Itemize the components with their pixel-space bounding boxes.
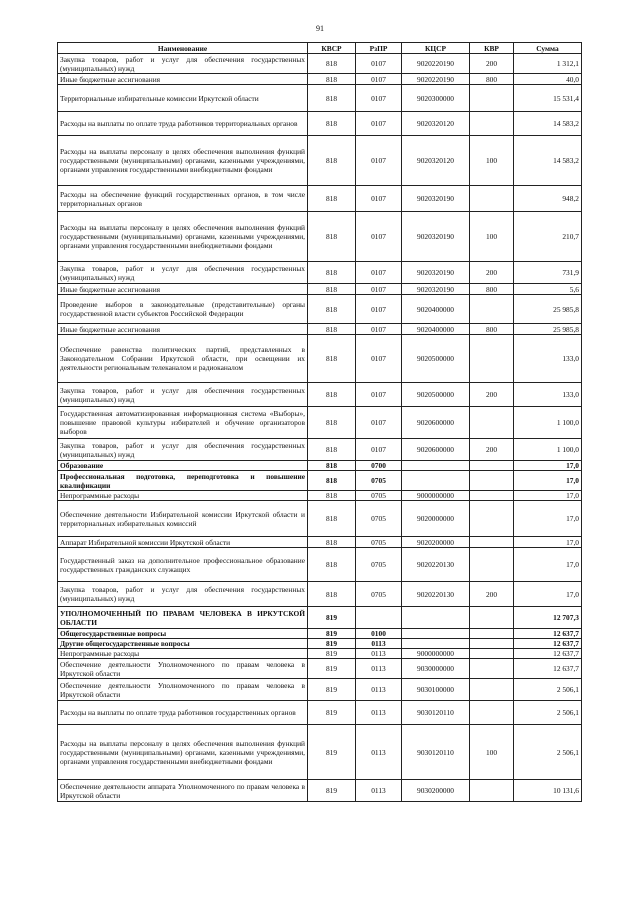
- cell-kvr: [470, 780, 514, 802]
- table-row: [58, 407, 582, 439]
- cell-kcsr: 9020320120: [402, 112, 470, 136]
- cell-rzpr: 0705: [356, 548, 402, 582]
- cell-kvsr: 818: [308, 85, 356, 112]
- cell-kvr: 100: [470, 212, 514, 262]
- cell-sum: 17,0: [514, 491, 582, 501]
- cell-name: Закупка товаров, работ и услуг для обеспечения государственных (муниципальных) нужд: [58, 383, 308, 407]
- cell-rzpr: 0113: [356, 679, 402, 701]
- table-row: [58, 136, 582, 186]
- cell-kvr: 800: [470, 324, 514, 335]
- table-row: [58, 582, 582, 607]
- cell-kvsr: 818: [308, 54, 356, 74]
- cell-kcsr: 9000000000: [402, 491, 470, 501]
- cell-kcsr: 9030100000: [402, 679, 470, 701]
- cell-kvr: [470, 112, 514, 136]
- cell-rzpr: 0113: [356, 701, 402, 725]
- cell-kvr: [470, 501, 514, 537]
- cell-sum: 2 506,1: [514, 725, 582, 780]
- cell-kvsr: 818: [308, 537, 356, 548]
- cell-kcsr: 9020320190: [402, 262, 470, 284]
- cell-kvsr: 819: [308, 659, 356, 679]
- cell-rzpr: 0705: [356, 537, 402, 548]
- cell-kcsr: 9020300000: [402, 85, 470, 112]
- cell-kvr: 200: [470, 383, 514, 407]
- cell-kvr: [470, 407, 514, 439]
- cell-kvr: [470, 537, 514, 548]
- cell-kvsr: 818: [308, 461, 356, 471]
- cell-kcsr: [402, 461, 470, 471]
- cell-rzpr: 0113: [356, 725, 402, 780]
- table-row: [58, 491, 582, 501]
- cell-kvr: 200: [470, 439, 514, 461]
- cell-name: Закупка товаров, работ и услуг для обеспечения государственных (муниципальных) нужд: [58, 54, 308, 74]
- cell-kvsr: 818: [308, 74, 356, 85]
- cell-kvr: [470, 491, 514, 501]
- cell-kvsr: 818: [308, 212, 356, 262]
- cell-kcsr: 9030120110: [402, 701, 470, 725]
- cell-name: Аппарат Избирательной комиссии Иркутской области: [58, 537, 308, 548]
- header-name: Наименование: [58, 43, 308, 54]
- cell-kvsr: 818: [308, 112, 356, 136]
- cell-name: Государственная автоматизированная информационная система «Выборы», повышение правовой культуры избирателей и обучение организаторов выборов: [58, 407, 308, 439]
- cell-kvsr: 818: [308, 295, 356, 324]
- cell-rzpr: 0700: [356, 461, 402, 471]
- cell-sum: 14 583,2: [514, 112, 582, 136]
- cell-sum: 14 583,2: [514, 136, 582, 186]
- cell-kvr: 200: [470, 582, 514, 607]
- table-row: [58, 659, 582, 679]
- cell-sum: 17,0: [514, 471, 582, 491]
- cell-kcsr: 9020400000: [402, 295, 470, 324]
- cell-kvr: [470, 186, 514, 212]
- cell-name: УПОЛНОМОЧЕННЫЙ ПО ПРАВАМ ЧЕЛОВЕКА В ИРКУТСКОЙ ОБЛАСТИ: [58, 607, 308, 629]
- cell-rzpr: 0107: [356, 407, 402, 439]
- cell-sum: 1 100,0: [514, 439, 582, 461]
- header-sum: Сумма: [514, 43, 582, 54]
- cell-kvsr: 818: [308, 501, 356, 537]
- cell-kvr: [470, 471, 514, 491]
- cell-kvsr: 818: [308, 136, 356, 186]
- cell-kvsr: 819: [308, 701, 356, 725]
- cell-kvr: 200: [470, 54, 514, 74]
- cell-kvsr: 819: [308, 629, 356, 639]
- cell-name: Расходы на выплаты персоналу в целях обеспечения выполнения функций государственными (муниципальными) органами, казенными учреждениями, органами управления государственными внебюджетными фондами: [58, 725, 308, 780]
- cell-kvr: [470, 295, 514, 324]
- cell-rzpr: 0107: [356, 262, 402, 284]
- cell-name: Обеспечение деятельности Избирательной комиссии Иркутской области и территориальных избирательных комиссий: [58, 501, 308, 537]
- cell-kcsr: [402, 607, 470, 629]
- cell-kcsr: 9020500000: [402, 383, 470, 407]
- table-row: [58, 186, 582, 212]
- cell-kvsr: 818: [308, 407, 356, 439]
- cell-kcsr: 9020320190: [402, 186, 470, 212]
- cell-sum: 40,0: [514, 74, 582, 85]
- cell-name: Профессиональная подготовка, переподготовка и повышение квалификации: [58, 471, 308, 491]
- cell-sum: 12 637,7: [514, 639, 582, 649]
- cell-rzpr: 0113: [356, 659, 402, 679]
- table-row: [58, 335, 582, 383]
- cell-kvr: 800: [470, 74, 514, 85]
- cell-rzpr: 0113: [356, 649, 402, 659]
- cell-sum: 17,0: [514, 501, 582, 537]
- cell-sum: 948,2: [514, 186, 582, 212]
- cell-kvr: [470, 639, 514, 649]
- cell-name: Непрограммные расходы: [58, 649, 308, 659]
- table-row: [58, 537, 582, 548]
- cell-kcsr: 9020400000: [402, 324, 470, 335]
- cell-sum: 2 506,1: [514, 679, 582, 701]
- cell-rzpr: 0107: [356, 295, 402, 324]
- cell-rzpr: 0705: [356, 582, 402, 607]
- cell-kvsr: 819: [308, 725, 356, 780]
- cell-kcsr: 9020500000: [402, 335, 470, 383]
- cell-sum: 2 506,1: [514, 701, 582, 725]
- cell-kvr: [470, 659, 514, 679]
- table-row: [58, 439, 582, 461]
- cell-kcsr: 9030000000: [402, 659, 470, 679]
- cell-rzpr: 0107: [356, 284, 402, 295]
- table-row: [58, 74, 582, 85]
- cell-rzpr: 0705: [356, 501, 402, 537]
- table-row: [58, 262, 582, 284]
- cell-rzpr: 0107: [356, 54, 402, 74]
- cell-kvsr: 818: [308, 186, 356, 212]
- cell-name: Иные бюджетные ассигнования: [58, 74, 308, 85]
- table-row: [58, 501, 582, 537]
- cell-kvsr: 819: [308, 607, 356, 629]
- cell-kvr: [470, 548, 514, 582]
- budget-table: [57, 42, 582, 802]
- cell-rzpr: [356, 607, 402, 629]
- cell-name: Государственный заказ на дополнительное профессиональное образование государственных гражданских служащих: [58, 548, 308, 582]
- table-row: [58, 295, 582, 324]
- cell-kcsr: 9020220130: [402, 582, 470, 607]
- cell-kcsr: 9020320190: [402, 212, 470, 262]
- cell-rzpr: 0107: [356, 324, 402, 335]
- table-row: [58, 607, 582, 629]
- table-row: [58, 324, 582, 335]
- cell-name: Территориальные избирательные комиссии Иркутской области: [58, 85, 308, 112]
- cell-sum: 15 531,4: [514, 85, 582, 112]
- cell-name: Иные бюджетные ассигнования: [58, 284, 308, 295]
- cell-kvsr: 819: [308, 649, 356, 659]
- table-row: [58, 629, 582, 639]
- cell-name: Образование: [58, 461, 308, 471]
- cell-rzpr: 0113: [356, 639, 402, 649]
- cell-rzpr: 0107: [356, 85, 402, 112]
- table-header-row: [58, 43, 582, 54]
- cell-name: Общегосударственные вопросы: [58, 629, 308, 639]
- cell-sum: 10 131,6: [514, 780, 582, 802]
- cell-name: Расходы на выплаты персоналу в целях обеспечения выполнения функций государственными (муниципальными) органами, казенными учреждениями, органами управления государственными внебюджетными фондами: [58, 212, 308, 262]
- page-number: 91: [316, 24, 324, 33]
- cell-name: Закупка товаров, работ и услуг для обеспечения государственных (муниципальных) нужд: [58, 582, 308, 607]
- cell-kvsr: 818: [308, 284, 356, 295]
- cell-sum: 12 637,7: [514, 659, 582, 679]
- cell-sum: 12 637,7: [514, 649, 582, 659]
- cell-kcsr: 9020320190: [402, 284, 470, 295]
- table-row: [58, 471, 582, 491]
- table-row: [58, 548, 582, 582]
- cell-sum: 17,0: [514, 537, 582, 548]
- cell-name: Обеспечение деятельности Уполномоченного по правам человека в Иркутской области: [58, 659, 308, 679]
- cell-sum: 133,0: [514, 335, 582, 383]
- table-row: [58, 639, 582, 649]
- table-row: [58, 112, 582, 136]
- cell-name: Закупка товаров, работ и услуг для обеспечения государственных (муниципальных) нужд: [58, 439, 308, 461]
- cell-rzpr: 0107: [356, 186, 402, 212]
- table-row: [58, 679, 582, 701]
- header-kvsr: КВСР: [308, 43, 356, 54]
- cell-name: Расходы на выплаты по оплате труда работников государственных органов: [58, 701, 308, 725]
- cell-rzpr: 0107: [356, 112, 402, 136]
- cell-name: Расходы на обеспечение функций государственных органов, в том числе территориальных органов: [58, 186, 308, 212]
- cell-kvsr: 819: [308, 639, 356, 649]
- cell-rzpr: 0705: [356, 471, 402, 491]
- cell-kcsr: [402, 639, 470, 649]
- cell-rzpr: 0107: [356, 212, 402, 262]
- cell-kcsr: 9000000000: [402, 649, 470, 659]
- cell-kvsr: 818: [308, 582, 356, 607]
- cell-kcsr: [402, 629, 470, 639]
- header-kvr: КВР: [470, 43, 514, 54]
- cell-kvr: [470, 607, 514, 629]
- cell-sum: 25 985,8: [514, 324, 582, 335]
- cell-name: Проведение выборов в законодательные (представительные) органы государственной власти субъектов Российской Федерации: [58, 295, 308, 324]
- cell-rzpr: 0107: [356, 136, 402, 186]
- cell-kvr: [470, 461, 514, 471]
- table-row: [58, 461, 582, 471]
- cell-sum: 25 985,8: [514, 295, 582, 324]
- cell-kcsr: 9020220190: [402, 54, 470, 74]
- table-row: [58, 212, 582, 262]
- table-row: [58, 54, 582, 74]
- cell-kcsr: 9020220190: [402, 74, 470, 85]
- cell-name: Обеспечение деятельности Уполномоченного по правам человека в Иркутской области: [58, 679, 308, 701]
- cell-kvr: [470, 649, 514, 659]
- cell-kvr: [470, 629, 514, 639]
- cell-rzpr: 0100: [356, 629, 402, 639]
- cell-kvr: 200: [470, 262, 514, 284]
- cell-kcsr: 9020600000: [402, 407, 470, 439]
- table-row: [58, 649, 582, 659]
- cell-sum: 210,7: [514, 212, 582, 262]
- cell-sum: 1 100,0: [514, 407, 582, 439]
- cell-sum: 17,0: [514, 582, 582, 607]
- table-row: [58, 284, 582, 295]
- cell-name: Непрограммные расходы: [58, 491, 308, 501]
- cell-name: Расходы на выплаты по оплате труда работников территориальных органов: [58, 112, 308, 136]
- cell-kcsr: 9020200000: [402, 537, 470, 548]
- cell-kcsr: 9020600000: [402, 439, 470, 461]
- cell-kvsr: 818: [308, 324, 356, 335]
- table-row: [58, 701, 582, 725]
- cell-sum: 17,0: [514, 548, 582, 582]
- cell-name: Обеспечение деятельности аппарата Уполномоченного по правам человека в Иркутской области: [58, 780, 308, 802]
- cell-sum: 1 312,1: [514, 54, 582, 74]
- table-row: [58, 780, 582, 802]
- cell-kvr: [470, 679, 514, 701]
- cell-rzpr: 0705: [356, 491, 402, 501]
- cell-rzpr: 0107: [356, 74, 402, 85]
- cell-kvr: [470, 85, 514, 112]
- cell-rzpr: 0107: [356, 335, 402, 383]
- cell-kvsr: 818: [308, 335, 356, 383]
- cell-kcsr: 9020320120: [402, 136, 470, 186]
- table-row: [58, 85, 582, 112]
- cell-kcsr: 9020000000: [402, 501, 470, 537]
- cell-kvr: 100: [470, 725, 514, 780]
- cell-kvsr: 818: [308, 548, 356, 582]
- cell-kvsr: 818: [308, 383, 356, 407]
- cell-sum: 133,0: [514, 383, 582, 407]
- cell-kvsr: 818: [308, 491, 356, 501]
- cell-name: Закупка товаров, работ и услуг для обеспечения государственных (муниципальных) нужд: [58, 262, 308, 284]
- cell-name: Иные бюджетные ассигнования: [58, 324, 308, 335]
- cell-sum: 17,0: [514, 461, 582, 471]
- cell-kvr: [470, 335, 514, 383]
- cell-sum: 12 707,3: [514, 607, 582, 629]
- cell-rzpr: 0107: [356, 439, 402, 461]
- cell-kcsr: [402, 471, 470, 491]
- cell-rzpr: 0107: [356, 383, 402, 407]
- cell-kvsr: 819: [308, 780, 356, 802]
- cell-name: Расходы на выплаты персоналу в целях обеспечения выполнения функций государственными (муниципальными) органами, казенными учреждениями, органами управления государственными внебюджетными фондами: [58, 136, 308, 186]
- cell-kcsr: 9030120110: [402, 725, 470, 780]
- cell-name: Другие общегосударственные вопросы: [58, 639, 308, 649]
- cell-kvsr: 818: [308, 471, 356, 491]
- cell-kvr: 100: [470, 136, 514, 186]
- cell-kvr: 800: [470, 284, 514, 295]
- header-rzpr: РзПР: [356, 43, 402, 54]
- cell-sum: 5,6: [514, 284, 582, 295]
- cell-kcsr: 9020220130: [402, 548, 470, 582]
- table-row: [58, 725, 582, 780]
- cell-rzpr: 0113: [356, 780, 402, 802]
- cell-kvsr: 818: [308, 439, 356, 461]
- cell-sum: 731,9: [514, 262, 582, 284]
- header-kcsr: КЦСР: [402, 43, 470, 54]
- cell-kvr: [470, 701, 514, 725]
- cell-kcsr: 9030200000: [402, 780, 470, 802]
- cell-sum: 12 637,7: [514, 629, 582, 639]
- cell-name: Обеспечение равенства политических партий, представленных в Законодательном Собрании Иркутской области, при освещении их деятельности региональным телеканалом и радиоканалом: [58, 335, 308, 383]
- cell-kvsr: 819: [308, 679, 356, 701]
- cell-kvsr: 818: [308, 262, 356, 284]
- table-row: [58, 383, 582, 407]
